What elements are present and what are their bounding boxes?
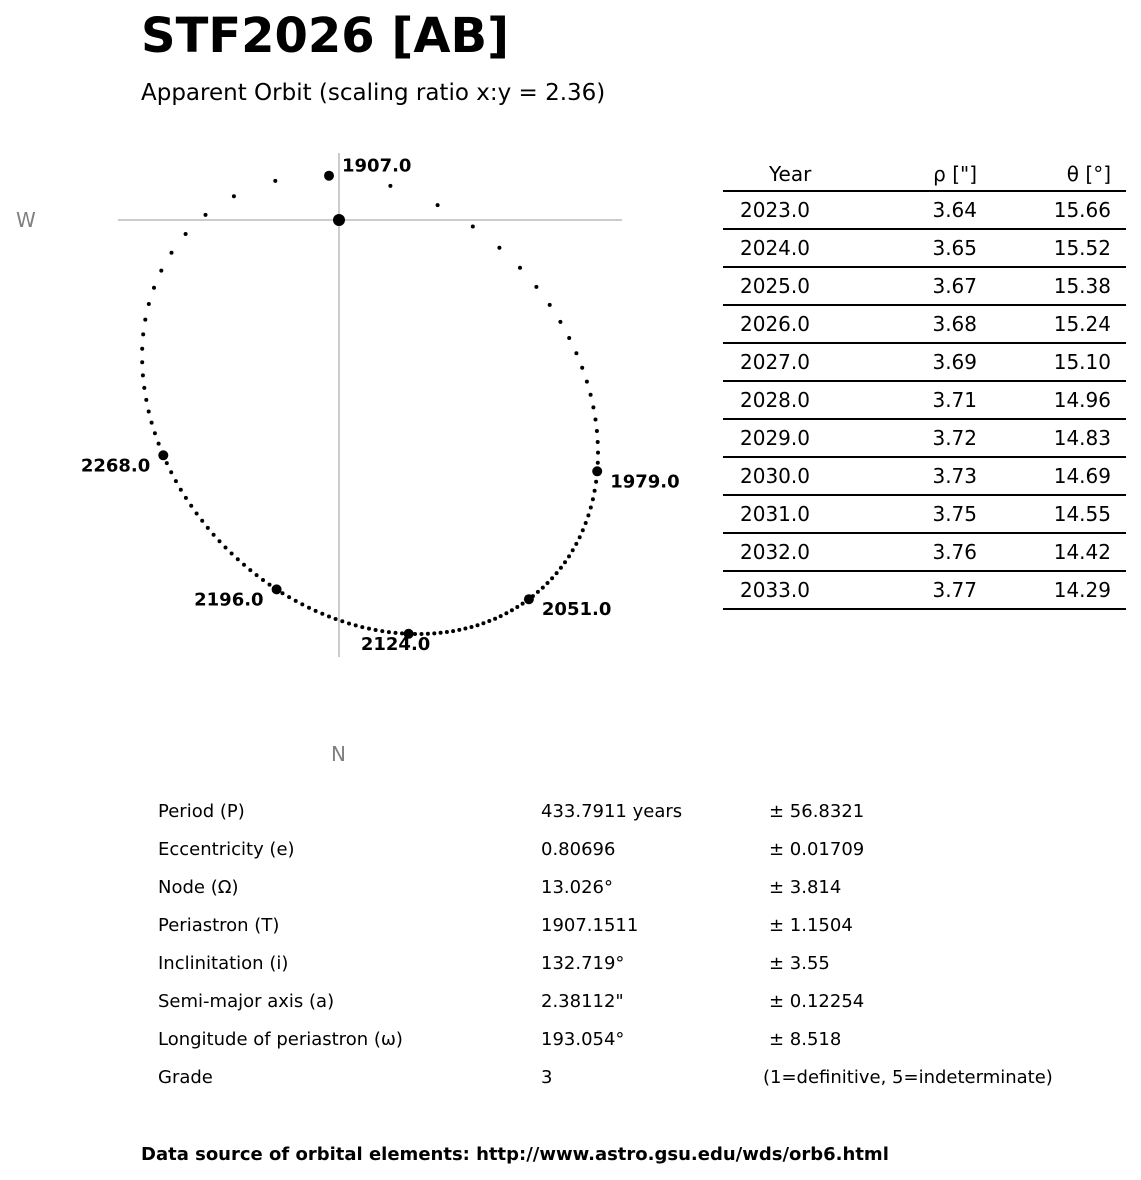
orbit-point bbox=[287, 595, 291, 599]
orbit-point bbox=[574, 542, 578, 546]
orbit-point bbox=[589, 506, 593, 510]
orbit-point bbox=[143, 318, 147, 322]
orbit-point bbox=[439, 631, 443, 635]
theta-cell: 15.10 bbox=[977, 343, 1126, 381]
orbit-point bbox=[184, 496, 188, 500]
orbit-point bbox=[273, 179, 277, 183]
orbit-point bbox=[184, 232, 188, 236]
year-cell: 2031.0 bbox=[723, 495, 870, 533]
orbit-point bbox=[589, 393, 593, 397]
orbit-point bbox=[195, 512, 199, 516]
orbit-point bbox=[594, 418, 598, 422]
orbit-point bbox=[581, 528, 585, 532]
orbit-point bbox=[571, 548, 575, 552]
epoch-label: 1979.0 bbox=[610, 471, 680, 493]
orbit-point bbox=[224, 546, 228, 550]
table-row bbox=[723, 229, 1126, 267]
theta-cell: 14.69 bbox=[977, 457, 1126, 495]
element-name: Inclinitation (i) bbox=[158, 953, 289, 974]
element-value: 1907.1511 bbox=[541, 915, 639, 936]
table-row bbox=[723, 571, 1126, 609]
theta-cell: 15.38 bbox=[977, 267, 1126, 305]
orbit-point bbox=[591, 497, 595, 501]
table-row bbox=[723, 381, 1126, 419]
orbit-point bbox=[436, 203, 440, 207]
orbit-point bbox=[281, 591, 285, 595]
theta-cell: 15.66 bbox=[977, 191, 1126, 229]
year-cell: 2024.0 bbox=[723, 229, 870, 267]
element-value: 3 bbox=[541, 1067, 553, 1088]
element-name: Period (P) bbox=[158, 801, 245, 822]
orbit-point bbox=[152, 286, 156, 290]
orbit-point bbox=[596, 440, 600, 444]
orbit-point bbox=[147, 302, 151, 306]
rho-cell: 3.73 bbox=[870, 457, 977, 495]
table-row bbox=[723, 419, 1126, 457]
orbit-point bbox=[242, 563, 246, 567]
orbit-point bbox=[314, 609, 318, 613]
orbit-point bbox=[476, 623, 480, 627]
orbit-point bbox=[179, 488, 183, 492]
year-cell: 2025.0 bbox=[723, 267, 870, 305]
theta-cell: 15.24 bbox=[977, 305, 1126, 343]
element-name: Eccentricity (e) bbox=[158, 839, 295, 860]
element-error: ± 56.8321 bbox=[769, 801, 865, 822]
rho-cell: 3.77 bbox=[870, 571, 977, 609]
orbit-point bbox=[445, 630, 449, 634]
orbit-point bbox=[586, 513, 590, 517]
orbit-point bbox=[487, 619, 491, 623]
table-row bbox=[723, 457, 1126, 495]
orbit-point bbox=[170, 251, 174, 255]
orbit-point bbox=[534, 285, 538, 289]
element-name: Periastron (T) bbox=[158, 915, 280, 936]
orbit-point bbox=[236, 557, 240, 561]
orbit-point bbox=[340, 619, 344, 623]
epoch-label: 2196.0 bbox=[194, 589, 264, 611]
orbit-point bbox=[497, 246, 501, 250]
orbit-point bbox=[140, 360, 144, 364]
orbit-point bbox=[584, 521, 588, 525]
element-name: Node (Ω) bbox=[158, 877, 239, 898]
year-cell: 2027.0 bbox=[723, 343, 870, 381]
element-value: 433.7911 years bbox=[541, 801, 683, 822]
orbit-point bbox=[294, 599, 298, 603]
element-error: ± 3.814 bbox=[769, 877, 842, 898]
orbit-point bbox=[374, 628, 378, 632]
orbit-point bbox=[204, 213, 208, 217]
orbit-point bbox=[481, 621, 485, 625]
orbit-point bbox=[591, 405, 595, 409]
year-cell: 2026.0 bbox=[723, 305, 870, 343]
orbit-dots bbox=[140, 174, 600, 636]
orbit-point bbox=[388, 184, 392, 188]
orbit-point bbox=[596, 461, 600, 465]
orbit-point bbox=[150, 421, 154, 425]
orbit-point bbox=[559, 566, 563, 570]
rho-cell: 3.69 bbox=[870, 343, 977, 381]
rho-column-header: ρ ["] bbox=[870, 158, 977, 191]
ephemeris-header-row bbox=[723, 158, 1126, 191]
orbit-point bbox=[594, 480, 598, 484]
orbit-point bbox=[248, 568, 252, 572]
theta-cell: 14.42 bbox=[977, 533, 1126, 571]
theta-column-header: θ [°] bbox=[977, 158, 1126, 191]
orbit-point bbox=[548, 303, 552, 307]
orbit-point bbox=[521, 602, 525, 606]
year-cell: 2030.0 bbox=[723, 457, 870, 495]
element-name: Longitude of periastron (ω) bbox=[158, 1029, 403, 1050]
orbit-point bbox=[165, 461, 169, 465]
epoch-marker bbox=[524, 594, 534, 604]
table-row bbox=[723, 343, 1126, 381]
orbit-point bbox=[541, 586, 545, 590]
epoch-marker bbox=[158, 450, 168, 460]
orbit-point bbox=[457, 628, 461, 632]
epoch-label: 2124.0 bbox=[360, 633, 431, 655]
element-error: ± 1.1504 bbox=[769, 915, 853, 936]
orbit-plot bbox=[0, 0, 700, 780]
orbit-point bbox=[206, 526, 210, 530]
orbit-point bbox=[567, 336, 571, 340]
theta-cell: 14.83 bbox=[977, 419, 1126, 457]
orbit-point bbox=[499, 614, 503, 618]
orbit-point bbox=[144, 398, 148, 402]
element-name: Semi-major axis (a) bbox=[158, 991, 335, 1012]
element-error: (1=definitive, 5=indeterminate) bbox=[763, 1067, 1053, 1088]
element-name: Grade bbox=[158, 1067, 213, 1088]
orbit-point bbox=[307, 606, 311, 610]
table-row bbox=[723, 191, 1126, 229]
orbit-point bbox=[169, 470, 173, 474]
north-label: N bbox=[331, 742, 346, 766]
epoch-label: 2268.0 bbox=[80, 455, 151, 477]
epoch-label: 2051.0 bbox=[541, 599, 612, 621]
element-error: ± 0.12254 bbox=[769, 991, 865, 1012]
table-row bbox=[723, 305, 1126, 343]
element-value: 13.026° bbox=[541, 877, 613, 898]
theta-cell: 14.96 bbox=[977, 381, 1126, 419]
orbit-point bbox=[140, 347, 144, 351]
element-value: 0.80696 bbox=[541, 839, 616, 860]
orbit-point bbox=[504, 611, 508, 615]
west-label: W bbox=[16, 208, 36, 232]
orbit-point bbox=[212, 533, 216, 537]
orbit-point bbox=[578, 535, 582, 539]
rho-cell: 3.72 bbox=[870, 419, 977, 457]
orbit-point bbox=[232, 194, 236, 198]
orbit-point bbox=[493, 617, 497, 621]
orbit-point bbox=[546, 581, 550, 585]
orbit-point bbox=[585, 380, 589, 384]
orbit-point bbox=[157, 442, 161, 446]
year-column-header: Year bbox=[723, 158, 870, 191]
page-subtitle: Apparent Orbit (scaling ratio x:y = 2.36) bbox=[141, 80, 606, 106]
element-error: ± 3.55 bbox=[769, 953, 830, 974]
orbit-point bbox=[380, 629, 384, 633]
orbit-point bbox=[470, 625, 474, 629]
data-source-note: Data source of orbital elements: http://www.astro.gsu.edu/wds/orb6.html bbox=[141, 1144, 889, 1165]
orbit-point bbox=[555, 571, 559, 575]
orbit-point bbox=[141, 332, 145, 336]
page-title: STF2026 [AB] bbox=[141, 8, 510, 64]
orbit-point bbox=[334, 617, 338, 621]
year-cell: 2023.0 bbox=[723, 191, 870, 229]
orbit-point bbox=[567, 554, 571, 558]
element-error: ± 8.518 bbox=[769, 1029, 842, 1050]
element-value: 132.719° bbox=[541, 953, 625, 974]
orbit-point bbox=[347, 622, 351, 626]
theta-cell: 14.29 bbox=[977, 571, 1126, 609]
rho-cell: 3.67 bbox=[870, 267, 977, 305]
orbit-point bbox=[432, 631, 436, 635]
orbit-point bbox=[174, 479, 178, 483]
orbit-point bbox=[593, 489, 597, 493]
orbit-point bbox=[218, 539, 222, 543]
table-row bbox=[723, 267, 1126, 305]
table-row bbox=[723, 495, 1126, 533]
primary-star bbox=[333, 214, 345, 226]
element-error: ± 0.01709 bbox=[769, 839, 865, 860]
orbit-point bbox=[255, 573, 259, 577]
orbit-point bbox=[515, 605, 519, 609]
orbit-point bbox=[360, 625, 364, 629]
rho-cell: 3.64 bbox=[870, 191, 977, 229]
epoch-marker bbox=[592, 466, 602, 476]
orbit-point bbox=[159, 269, 163, 273]
orbit-point bbox=[327, 615, 331, 619]
year-cell: 2032.0 bbox=[723, 533, 870, 571]
orbit-point bbox=[261, 578, 265, 582]
orbit-point bbox=[141, 373, 145, 377]
rho-cell: 3.76 bbox=[870, 533, 977, 571]
table-row bbox=[723, 533, 1126, 571]
orbit-point bbox=[268, 583, 272, 587]
orbit-point bbox=[595, 429, 599, 433]
orbit-point bbox=[147, 410, 151, 414]
orbit-point bbox=[563, 560, 567, 564]
rho-cell: 3.65 bbox=[870, 229, 977, 267]
orbit-point bbox=[300, 602, 304, 606]
orbit-point bbox=[320, 612, 324, 616]
orbit-point bbox=[580, 366, 584, 370]
orbit-point bbox=[471, 225, 475, 229]
rho-cell: 3.68 bbox=[870, 305, 977, 343]
epoch-marker bbox=[324, 171, 334, 181]
theta-cell: 15.52 bbox=[977, 229, 1126, 267]
orbit-point bbox=[596, 451, 600, 455]
orbit-point bbox=[153, 431, 157, 435]
epoch-marker bbox=[272, 584, 282, 594]
orbit-point bbox=[230, 552, 234, 556]
rho-cell: 3.71 bbox=[870, 381, 977, 419]
orbit-point bbox=[354, 623, 358, 627]
orbit-point bbox=[463, 627, 467, 631]
ephemeris-table bbox=[723, 158, 1126, 610]
orbit-point bbox=[510, 608, 514, 612]
year-cell: 2033.0 bbox=[723, 571, 870, 609]
epoch-label: 1907.0 bbox=[342, 155, 412, 177]
theta-cell: 14.55 bbox=[977, 495, 1126, 533]
epoch-marks bbox=[81, 156, 680, 655]
year-cell: 2029.0 bbox=[723, 419, 870, 457]
rho-cell: 3.75 bbox=[870, 495, 977, 533]
orbit-point bbox=[536, 590, 540, 594]
orbit-point bbox=[558, 320, 562, 324]
orbit-point bbox=[550, 576, 554, 580]
orbit-point bbox=[189, 504, 193, 508]
orbit-point bbox=[142, 386, 146, 390]
element-value: 193.054° bbox=[541, 1029, 625, 1050]
orbit-point bbox=[518, 266, 522, 270]
orbit-point bbox=[200, 519, 204, 523]
orbit-point bbox=[574, 351, 578, 355]
orbit-point bbox=[451, 629, 455, 633]
element-value: 2.38112" bbox=[541, 991, 624, 1012]
orbit-point bbox=[367, 627, 371, 631]
year-cell: 2028.0 bbox=[723, 381, 870, 419]
